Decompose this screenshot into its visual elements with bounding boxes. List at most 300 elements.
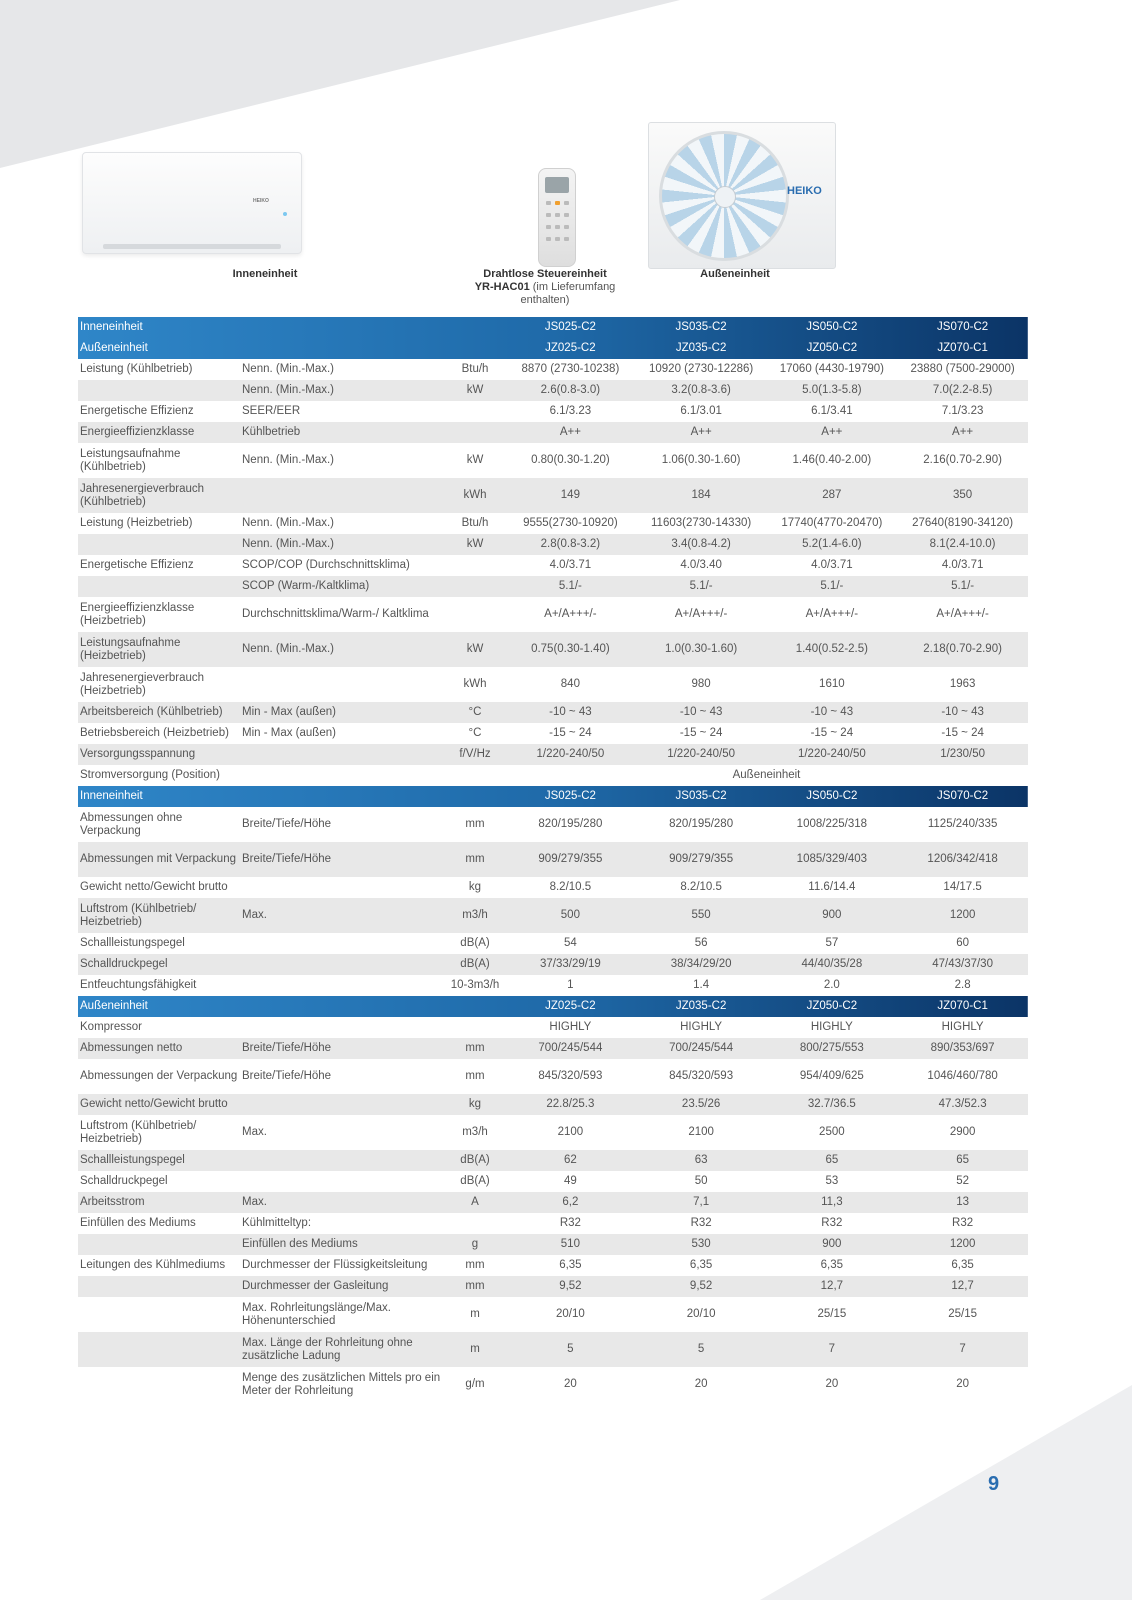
table-row xyxy=(78,1255,1028,1276)
value-cell: 820/195/280 xyxy=(538,818,603,830)
table-row xyxy=(78,702,1028,723)
value-cell: -15 ~ 24 xyxy=(679,727,723,739)
value-cell: 1.40(0.52-2.5) xyxy=(766,632,897,667)
value-cell: 1610 xyxy=(819,678,845,690)
value-cell: 5.1/- xyxy=(897,576,1028,597)
value-cell: 2.16(0.70-2.90) xyxy=(923,454,1002,466)
row-sublabel: SCOP/COP (Durchschnittsklima) xyxy=(242,559,410,571)
value-cell: 980 xyxy=(691,678,711,690)
row-unit: mm xyxy=(465,818,485,830)
value-cell: 1008/225/318 xyxy=(796,818,868,830)
value-cell: A++ xyxy=(505,422,636,443)
table-row xyxy=(78,359,1028,380)
table-row xyxy=(78,443,1028,478)
row-sublabel xyxy=(240,1017,445,1038)
value-cell: A+/A+++/- xyxy=(674,608,728,620)
value-cell: 2.8(0.8-3.2) xyxy=(505,534,636,555)
model-name: JS035-C2 xyxy=(675,321,727,333)
row-label: Jahresenergieverbrauch (Kühlbetrieb) xyxy=(78,478,240,513)
row-unit: kWh xyxy=(463,678,487,690)
row-label: Jahresenergieverbrauch (Heizbetrieb) xyxy=(80,671,205,697)
model-name: JS070-C2 xyxy=(937,321,989,333)
row-sublabel: Nenn. (Min.-Max.) xyxy=(242,454,335,466)
value-cell: 47.3/52.3 xyxy=(897,1094,1028,1115)
value-cell: 27640(8190-34120) xyxy=(912,517,1014,529)
value-cell: 700/245/544 xyxy=(636,1038,767,1059)
value-cell: 6,35 xyxy=(559,1259,582,1271)
value-cell: 6,2 xyxy=(505,1192,636,1213)
value-cell: -10 ~ 43 xyxy=(505,702,636,723)
section-header-row xyxy=(78,317,1028,338)
row-sublabel: Menge des zusätzlichen Mittels pro ein Meter der Rohrleitung xyxy=(242,1371,441,1397)
value-cell: 845/320/593 xyxy=(669,1070,734,1082)
row-unit: Btu/h xyxy=(461,517,489,529)
value-cell: 4.0/3.40 xyxy=(680,559,722,571)
value-cell: 840 xyxy=(560,678,580,690)
row-unit: m xyxy=(470,1308,480,1320)
row-label: Leistungsaufnahme (Heizbetrieb) xyxy=(78,632,240,667)
row-unit: dB(A) xyxy=(445,954,505,975)
row-unit xyxy=(445,576,505,597)
table-row xyxy=(78,933,1028,954)
table-row xyxy=(78,1332,1028,1367)
model-name: JS025-C2 xyxy=(544,321,596,333)
table-row xyxy=(78,576,1028,597)
value-cell: 8870 (2730-10238) xyxy=(521,363,620,375)
row-label: Leistung (Heizbetrieb) xyxy=(80,517,193,529)
table-row xyxy=(78,1367,1028,1402)
row-sublabel: Breite/Tiefe/Höhe xyxy=(240,842,445,877)
section-header-row xyxy=(78,996,1028,1017)
section-header-row xyxy=(78,338,1028,359)
value-cell: 845/320/593 xyxy=(538,1070,603,1082)
section-header-row xyxy=(78,786,1028,807)
row-label xyxy=(78,1234,240,1255)
value-cell: 350 xyxy=(897,478,1028,513)
value-cell: 2100 xyxy=(688,1126,714,1138)
value-cell: 5.1/- xyxy=(636,576,767,597)
model-name: JZ035-C2 xyxy=(675,342,727,354)
row-unit: mm xyxy=(445,1276,505,1297)
remote-caption xyxy=(455,268,635,307)
row-unit: mm xyxy=(465,1259,485,1271)
value-cell: 11.6/14.4 xyxy=(808,881,856,893)
row-sublabel: Breite/Tiefe/Höhe xyxy=(240,1038,445,1059)
value-cell: 56 xyxy=(694,937,708,949)
table-row xyxy=(78,1213,1028,1234)
value-cell: 63 xyxy=(636,1150,767,1171)
row-sublabel: Max. xyxy=(240,1192,445,1213)
row-sublabel: Kühlmitteltyp: xyxy=(242,1217,312,1229)
row-unit xyxy=(445,555,505,576)
row-label: Abmessungen mit Verpackung xyxy=(78,842,240,877)
row-label xyxy=(78,380,240,401)
row-sublabel: Min - Max (außen) xyxy=(242,727,336,739)
value-cell: 1.0(0.30-1.60) xyxy=(636,632,767,667)
value-cell: 20 xyxy=(825,1378,839,1390)
value-cell: 6.1/3.01 xyxy=(680,405,722,417)
value-cell: 44/40/35/28 xyxy=(766,954,897,975)
row-label: Versorgungsspannung xyxy=(78,744,240,765)
row-label xyxy=(78,576,240,597)
row-label: Leistung (Kühlbetrieb) xyxy=(80,363,193,375)
value-cell: -15 ~ 24 xyxy=(941,727,984,739)
remote-caption-title: Drahtlose Steuereinheit xyxy=(483,268,607,280)
value-cell: 5.0(1.3-5.8) xyxy=(766,380,897,401)
value-cell: 1.46(0.40-2.00) xyxy=(792,454,872,466)
value-cell: 47/43/37/30 xyxy=(897,954,1028,975)
row-label xyxy=(78,534,240,555)
row-unit xyxy=(445,1017,505,1038)
row-sublabel xyxy=(240,954,445,975)
table-row xyxy=(78,401,1028,422)
table-row xyxy=(78,555,1028,576)
row-label xyxy=(78,1276,240,1297)
row-label: Schalldruckpegel xyxy=(78,954,240,975)
value-cell: 5.1/- xyxy=(766,576,897,597)
spec-table xyxy=(78,317,1028,1402)
value-cell: A+/A+++/- xyxy=(936,608,989,620)
value-cell: 6,35 xyxy=(951,1259,974,1271)
row-label: Arbeitsstrom xyxy=(78,1192,240,1213)
row-unit: °C xyxy=(445,702,505,723)
value-cell: 57 xyxy=(825,937,839,949)
row-sublabel xyxy=(240,1150,445,1171)
row-label xyxy=(78,1297,240,1332)
value-cell: 60 xyxy=(956,937,969,949)
row-unit xyxy=(445,401,505,422)
value-cell: 6,35 xyxy=(820,1259,844,1271)
row-sublabel: Durchschnittsklima/Warm-/ Kaltklima xyxy=(242,608,429,620)
value-cell: 2.18(0.70-2.90) xyxy=(897,632,1028,667)
value-cell: 12,7 xyxy=(897,1276,1028,1297)
value-cell: 1/220-240/50 xyxy=(766,744,897,765)
row-sublabel xyxy=(240,933,445,954)
value-cell: A++ xyxy=(897,422,1028,443)
value-cell: 11,3 xyxy=(766,1192,897,1213)
row-sublabel: Min - Max (außen) xyxy=(240,702,445,723)
value-cell: HIGHLY xyxy=(941,1021,984,1033)
value-cell: R32 xyxy=(690,1217,712,1229)
value-cell: 17740(4770-20470) xyxy=(781,517,883,529)
row-unit: Btu/h xyxy=(461,363,489,375)
table-row xyxy=(78,478,1028,513)
section-title: Außeneinheit xyxy=(80,342,148,354)
value-cell: 25/15 xyxy=(948,1308,977,1320)
table-row xyxy=(78,898,1028,933)
value-cell: 20 xyxy=(563,1378,577,1390)
value-cell: 0.75(0.30-1.40) xyxy=(505,632,636,667)
row-label: Kompressor xyxy=(80,1021,142,1033)
row-unit: m3/h xyxy=(445,898,505,933)
row-unit: kW xyxy=(445,534,505,555)
value-cell: 12,7 xyxy=(766,1276,897,1297)
value-cell: HIGHLY xyxy=(810,1021,853,1033)
value-cell: 3.2(0.8-3.6) xyxy=(636,380,767,401)
value-cell: 1963 xyxy=(949,678,976,690)
value-cell: 550 xyxy=(636,898,767,933)
value-cell: 7.0(2.2-8.5) xyxy=(897,380,1028,401)
value-cell: 37/33/29/19 xyxy=(505,954,636,975)
table-row xyxy=(78,975,1028,996)
value-cell: -10 ~ 43 xyxy=(897,702,1028,723)
row-unit xyxy=(445,422,505,443)
value-cell: 50 xyxy=(694,1175,708,1187)
value-cell: 7,1 xyxy=(636,1192,767,1213)
row-label xyxy=(78,1367,240,1402)
value-cell: 10920 (2730-12286) xyxy=(649,363,754,375)
table-row xyxy=(78,1017,1028,1038)
indicator-light xyxy=(283,212,287,216)
indoor-unit-image xyxy=(82,152,302,254)
row-sublabel: SCOP (Warm-/Kaltklima) xyxy=(240,576,445,597)
value-cell: 5.1/- xyxy=(505,576,636,597)
row-sublabel xyxy=(240,667,445,702)
model-name: JS070-C2 xyxy=(937,790,989,802)
row-unit xyxy=(445,1213,505,1234)
value-cell: 65 xyxy=(897,1150,1028,1171)
row-sublabel: Nenn. (Min.-Max.) xyxy=(240,534,445,555)
row-unit: 10-3m3/h xyxy=(450,979,500,991)
row-label: Energetische Effizienz xyxy=(80,405,194,417)
value-cell: HIGHLY xyxy=(680,1021,723,1033)
value-cell: 5 xyxy=(505,1332,636,1367)
row-sublabel: Breite/Tiefe/Höhe xyxy=(242,818,332,830)
value-cell: 7 xyxy=(897,1332,1028,1367)
value-cell: 4.0/3.71 xyxy=(811,559,853,571)
value-cell: R32 xyxy=(821,1217,843,1229)
fan-grille xyxy=(659,131,789,261)
row-unit: °C xyxy=(468,727,482,739)
row-label: Arbeitsbereich (Kühlbetrieb) xyxy=(78,702,240,723)
table-row xyxy=(78,765,1028,786)
value-cell: 2.8 xyxy=(954,979,971,991)
value-cell: 20/10 xyxy=(686,1308,716,1320)
value-cell: 510 xyxy=(505,1234,636,1255)
row-label: Schalldruckpegel xyxy=(80,1175,168,1187)
spanning-value: Außeneinheit xyxy=(732,769,801,781)
row-sublabel: Max. xyxy=(242,1126,267,1138)
value-cell: 700/245/544 xyxy=(505,1038,636,1059)
value-cell: 20 xyxy=(694,1378,708,1390)
row-label xyxy=(78,1332,240,1367)
value-cell: 1200 xyxy=(897,1234,1028,1255)
row-sublabel xyxy=(240,478,445,513)
row-sublabel: Max. xyxy=(240,898,445,933)
value-cell: A+/A+++/- xyxy=(544,608,597,620)
outdoor-unit-caption: Außeneinheit xyxy=(700,268,770,280)
row-label: Leistungsaufnahme (Kühlbetrieb) xyxy=(80,447,181,473)
value-cell: R32 xyxy=(559,1217,581,1229)
row-label: Leitungen des Kühlmediums xyxy=(80,1259,226,1271)
value-cell: 7.1/3.23 xyxy=(941,405,984,417)
remote-model: YR-HAC01 xyxy=(474,281,530,293)
value-cell: 1.4 xyxy=(693,979,710,991)
row-label: Schallleistungspegel xyxy=(78,1150,240,1171)
model-name: JZ035-C2 xyxy=(675,1000,727,1012)
table-row xyxy=(78,1038,1028,1059)
value-cell: 2500 xyxy=(819,1126,845,1138)
table-row xyxy=(78,1234,1028,1255)
air-vent xyxy=(103,244,281,249)
row-sublabel xyxy=(240,744,445,765)
outdoor-unit-logo: HEIKO xyxy=(787,185,822,197)
table-row xyxy=(78,807,1028,842)
value-cell: 149 xyxy=(505,478,636,513)
value-cell: 800/275/553 xyxy=(766,1038,897,1059)
row-label: Betriebsbereich (Heizbetrieb) xyxy=(80,727,229,739)
value-cell: 4.0/3.71 xyxy=(549,559,592,571)
table-row xyxy=(78,1276,1028,1297)
row-label: Stromversorgung (Position) xyxy=(80,769,220,781)
row-sublabel xyxy=(240,1171,445,1192)
value-cell: 20 xyxy=(956,1378,969,1390)
row-sublabel: Durchmesser der Flüssigkeitsleitung xyxy=(242,1259,428,1271)
value-cell: 909/279/355 xyxy=(505,842,636,877)
value-cell: A+/A+++/- xyxy=(805,608,859,620)
value-cell: 820/195/280 xyxy=(669,818,734,830)
row-label: Luftstrom (Kühlbetrieb/ Heizbetrieb) xyxy=(80,1119,197,1145)
value-cell: 7 xyxy=(766,1332,897,1367)
model-name: JZ025-C2 xyxy=(545,342,596,354)
row-label: Energieeffizienzklasse xyxy=(78,422,240,443)
table-row xyxy=(78,597,1028,632)
table-row xyxy=(78,1297,1028,1332)
value-cell: 9555(2730-10920) xyxy=(523,517,618,529)
value-cell: 38/34/29/20 xyxy=(636,954,767,975)
value-cell: 1200 xyxy=(897,898,1028,933)
value-cell: 287 xyxy=(766,478,897,513)
value-cell: 1.06(0.30-1.60) xyxy=(661,454,741,466)
row-unit: kW xyxy=(445,632,505,667)
model-name: JZ050-C2 xyxy=(806,342,858,354)
row-label: Energieeffizienzklasse (Heizbetrieb) xyxy=(80,601,195,627)
row-unit: m xyxy=(445,1332,505,1367)
value-cell: 52 xyxy=(956,1175,969,1187)
value-cell: -15 ~ 24 xyxy=(810,727,854,739)
row-label: Gewicht netto/Gewicht brutto xyxy=(80,881,228,893)
value-cell: HIGHLY xyxy=(549,1021,592,1033)
row-label: Energetische Effizienz xyxy=(80,559,194,571)
value-cell: 54 xyxy=(563,937,577,949)
value-cell: A++ xyxy=(636,422,767,443)
remote-screen xyxy=(545,177,569,193)
table-row xyxy=(78,534,1028,555)
row-label: Schallleistungspegel xyxy=(80,937,185,949)
value-cell: 1/220-240/50 xyxy=(636,744,767,765)
value-cell: 49 xyxy=(563,1175,577,1187)
row-unit: g xyxy=(445,1234,505,1255)
model-name: JZ070-C1 xyxy=(937,342,988,354)
row-sublabel xyxy=(240,975,445,996)
row-unit: kg xyxy=(445,1094,505,1115)
row-sublabel: Nenn. (Min.-Max.) xyxy=(240,632,445,667)
row-sublabel: Nenn. (Min.-Max.) xyxy=(242,517,335,529)
section-title: Inneneinheit xyxy=(80,321,143,333)
row-unit: f/V/Hz xyxy=(445,744,505,765)
value-cell: 1/220-240/50 xyxy=(505,744,636,765)
table-row xyxy=(78,954,1028,975)
row-unit: kWh xyxy=(445,478,505,513)
row-sublabel: Einfüllen des Mediums xyxy=(240,1234,445,1255)
value-cell: A++ xyxy=(766,422,897,443)
value-cell: 900 xyxy=(766,898,897,933)
value-cell: 20/10 xyxy=(555,1308,585,1320)
row-label: Abmessungen ohne Verpackung xyxy=(80,811,183,837)
row-sublabel: Max. Länge der Rohrleitung ohne zusätzliche Ladung xyxy=(240,1332,445,1367)
row-label: Abmessungen netto xyxy=(78,1038,240,1059)
row-sublabel: Breite/Tiefe/Höhe xyxy=(242,1070,332,1082)
value-cell: 14/17.5 xyxy=(943,881,982,893)
value-cell: 1206/342/418 xyxy=(897,842,1028,877)
row-sublabel: Nenn. (Min.-Max.) xyxy=(242,363,335,375)
value-cell: 8.1(2.4-10.0) xyxy=(897,534,1028,555)
table-row xyxy=(78,1059,1028,1094)
value-cell: 184 xyxy=(636,478,767,513)
value-cell: 17060 (4430-19790) xyxy=(779,363,884,375)
row-sublabel: Durchmesser der Gasleitung xyxy=(240,1276,445,1297)
row-unit: kW xyxy=(466,454,484,466)
row-unit: m3/h xyxy=(462,1126,488,1138)
row-sublabel: Nenn. (Min.-Max.) xyxy=(240,380,445,401)
model-name: JZ050-C2 xyxy=(806,1000,858,1012)
row-label: Luftstrom (Kühlbetrieb/ Heizbetrieb) xyxy=(78,898,240,933)
row-label: Abmessungen der Verpackung xyxy=(80,1070,238,1082)
table-row xyxy=(78,877,1028,898)
row-unit: mm xyxy=(445,842,505,877)
value-cell: 23880 (7500-29000) xyxy=(910,363,1015,375)
row-unit: A xyxy=(445,1192,505,1213)
value-cell: 1046/460/780 xyxy=(927,1070,998,1082)
row-unit: mm xyxy=(445,1038,505,1059)
table-row xyxy=(78,723,1028,744)
row-sublabel: SEER/EER xyxy=(242,405,301,417)
value-cell: 2900 xyxy=(949,1126,976,1138)
value-cell: 890/353/697 xyxy=(897,1038,1028,1059)
table-row xyxy=(78,632,1028,667)
value-cell: 5.2(1.4-6.0) xyxy=(766,534,897,555)
table-row xyxy=(78,667,1028,702)
value-cell: 1125/240/335 xyxy=(927,818,998,830)
value-cell: 9,52 xyxy=(505,1276,636,1297)
value-cell: 8.2/10.5 xyxy=(680,881,722,893)
row-sublabel: Kühlbetrieb xyxy=(240,422,445,443)
table-row xyxy=(78,744,1028,765)
value-cell: 500 xyxy=(505,898,636,933)
model-name: JZ025-C2 xyxy=(545,1000,596,1012)
value-cell: 2100 xyxy=(557,1126,584,1138)
outdoor-unit-image xyxy=(648,122,836,269)
value-cell: 530 xyxy=(636,1234,767,1255)
value-cell: -15 ~ 24 xyxy=(549,727,592,739)
indoor-unit-caption: Inneneinheit xyxy=(232,268,298,280)
value-cell: 23.5/26 xyxy=(636,1094,767,1115)
value-cell: 2.0 xyxy=(823,979,840,991)
row-unit: dB(A) xyxy=(445,1150,505,1171)
value-cell: 1085/329/403 xyxy=(766,842,897,877)
row-label: Gewicht netto/Gewicht brutto xyxy=(78,1094,445,1115)
value-cell: 65 xyxy=(766,1150,897,1171)
model-name: JS050-C2 xyxy=(806,790,858,802)
value-cell: 954/409/625 xyxy=(799,1070,864,1082)
model-name: JS025-C2 xyxy=(544,790,596,802)
value-cell: 11603(2730-14330) xyxy=(651,517,752,529)
value-cell: R32 xyxy=(952,1217,974,1229)
model-name: JS050-C2 xyxy=(806,321,858,333)
value-cell: 909/279/355 xyxy=(636,842,767,877)
table-row xyxy=(78,513,1028,534)
row-unit: g/m xyxy=(465,1378,485,1390)
